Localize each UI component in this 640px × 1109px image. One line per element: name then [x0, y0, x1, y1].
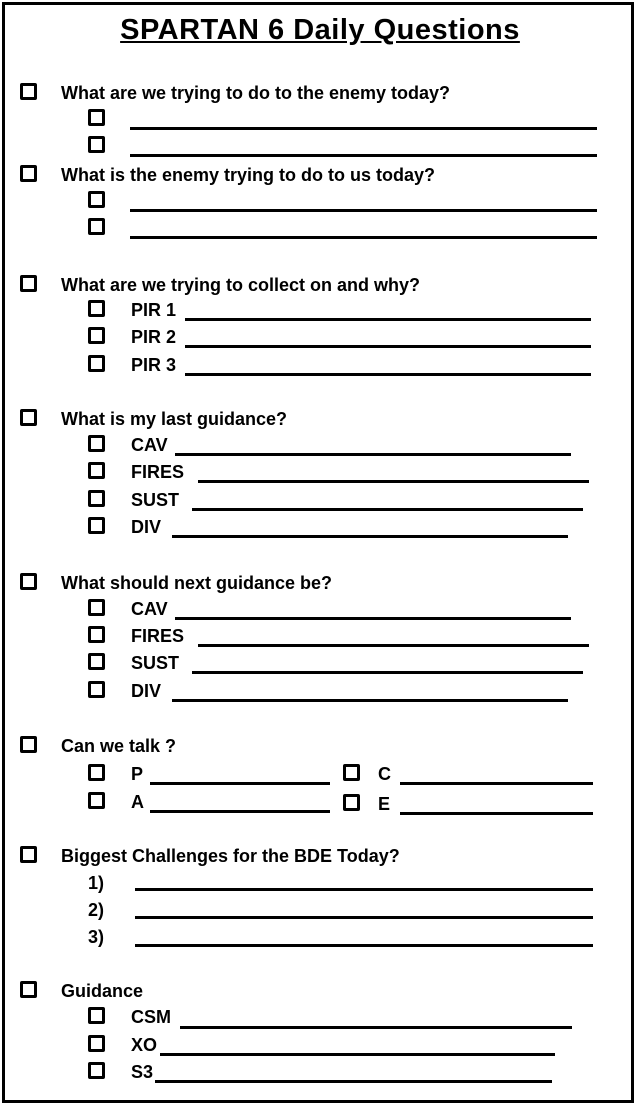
checkbox[interactable] [88, 136, 105, 153]
question-text: Can we talk ? [61, 736, 177, 756]
answer-line[interactable] [198, 644, 589, 647]
question-enemy-intent [20, 164, 435, 186]
guidance-item: CAV [88, 598, 168, 620]
pir-item: PIR 2 [88, 326, 176, 348]
answer-line[interactable] [400, 782, 593, 785]
question-text: What is the enemy trying to do to us today? [61, 165, 436, 185]
checkbox[interactable] [88, 1035, 105, 1052]
answer-line[interactable] [185, 318, 591, 321]
answer-line[interactable] [175, 453, 571, 456]
guidance-item: SUST [88, 652, 179, 674]
page-title: SPARTAN 6 Daily Questions [120, 14, 520, 46]
guidance-item: FIRES [88, 461, 184, 483]
answer-row [88, 217, 131, 239]
question-next-guidance [20, 572, 332, 594]
question-comms [20, 735, 176, 757]
checkbox[interactable] [88, 435, 105, 452]
checkbox[interactable] [343, 794, 360, 811]
checkbox[interactable] [88, 517, 105, 534]
checkbox[interactable] [343, 764, 360, 781]
checkbox[interactable] [88, 300, 105, 317]
answer-line[interactable] [192, 671, 583, 674]
checkbox[interactable] [88, 599, 105, 616]
answer-line[interactable] [198, 480, 589, 483]
answer-line[interactable] [135, 888, 593, 891]
pace-item: C [343, 763, 391, 785]
guidance-item: CAV [88, 434, 168, 456]
checkbox[interactable] [88, 1062, 105, 1079]
answer-row [88, 190, 131, 212]
answer-line[interactable] [175, 617, 571, 620]
question-text: What is my last guidance? [61, 409, 288, 429]
challenge-item: 2) [88, 900, 105, 920]
answer-line[interactable] [155, 1080, 552, 1083]
guidance-item: FIRES [88, 625, 184, 647]
pace-item: A [88, 791, 144, 813]
checkbox[interactable] [88, 109, 105, 126]
answer-line[interactable] [135, 916, 593, 919]
question-last-guidance [20, 408, 287, 430]
question-text: What are we trying to collect on and why? [61, 275, 421, 295]
answer-line[interactable] [160, 1053, 555, 1056]
checkbox[interactable] [20, 981, 37, 998]
guidance-item: DIV [88, 516, 161, 538]
question-collection [20, 274, 420, 296]
question-guidance [20, 980, 143, 1002]
answer-line[interactable] [130, 209, 597, 212]
guidance-item: DIV [88, 680, 161, 702]
pir-item: PIR 1 [88, 299, 176, 321]
pace-item: P [88, 763, 143, 785]
challenge-item: 1) [88, 873, 105, 893]
answer-line[interactable] [185, 345, 591, 348]
checkbox[interactable] [88, 792, 105, 809]
checkbox[interactable] [20, 846, 37, 863]
question-text: What should next guidance be? [61, 573, 333, 593]
checkbox[interactable] [20, 736, 37, 753]
guidance-item: XO [88, 1034, 157, 1056]
checkbox[interactable] [88, 327, 105, 344]
checkbox[interactable] [20, 409, 37, 426]
question-text: What are we trying to do to the enemy today? [61, 83, 451, 103]
checkbox[interactable] [88, 218, 105, 235]
answer-row [88, 135, 131, 157]
checkbox[interactable] [20, 165, 37, 182]
checkbox[interactable] [88, 1007, 105, 1024]
checkbox[interactable] [88, 653, 105, 670]
guidance-item: S3 [88, 1061, 153, 1083]
checkbox[interactable] [20, 573, 37, 590]
checkbox[interactable] [88, 490, 105, 507]
answer-line[interactable] [192, 508, 583, 511]
question-challenges [20, 845, 400, 867]
checkbox[interactable] [88, 355, 105, 372]
answer-line[interactable] [172, 535, 568, 538]
checkbox[interactable] [88, 462, 105, 479]
checkbox[interactable] [88, 626, 105, 643]
guidance-item: CSM [88, 1006, 171, 1028]
pace-item: E [343, 793, 390, 815]
answer-line[interactable] [180, 1026, 572, 1029]
checkbox[interactable] [88, 191, 105, 208]
checkbox[interactable] [88, 764, 105, 781]
checkbox[interactable] [20, 83, 37, 100]
answer-row [88, 108, 131, 130]
answer-line[interactable] [130, 127, 597, 130]
guidance-item: SUST [88, 489, 179, 511]
answer-line[interactable] [150, 782, 330, 785]
challenge-item: 3) [88, 927, 105, 947]
answer-line[interactable] [172, 699, 568, 702]
answer-line[interactable] [130, 154, 597, 157]
answer-line[interactable] [130, 236, 597, 239]
answer-line[interactable] [150, 810, 330, 813]
answer-line[interactable] [400, 812, 593, 815]
question-text: Biggest Challenges for the BDE Today? [61, 846, 400, 866]
question-enemy-goal [20, 82, 450, 104]
checkbox[interactable] [20, 275, 37, 292]
checkbox[interactable] [88, 681, 105, 698]
question-text: Guidance [61, 981, 144, 1001]
pir-item: PIR 3 [88, 354, 176, 376]
answer-line[interactable] [185, 373, 591, 376]
answer-line[interactable] [135, 944, 593, 947]
